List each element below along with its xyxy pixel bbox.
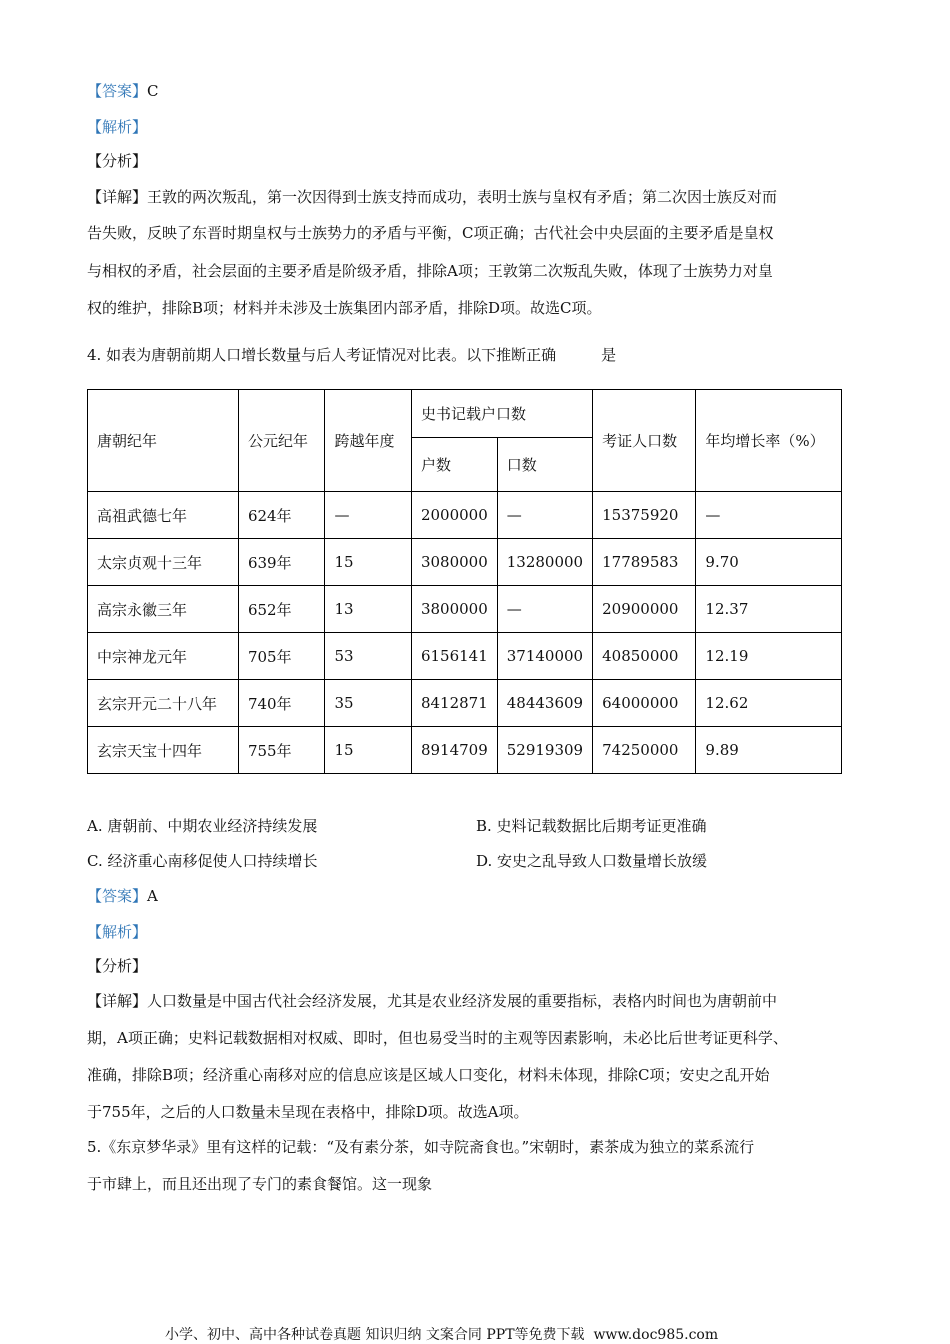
header-cell: 公元纪年: [238, 390, 324, 492]
table-cell: 74250000: [593, 727, 696, 774]
q5-line: 于市肆上，而且还出现了专门的素食餐馆。这一现象: [87, 1175, 433, 1193]
table-cell: 48443609: [497, 680, 592, 727]
table-cell: —: [497, 492, 592, 539]
table-cell: 12.37: [696, 586, 842, 633]
table-cell: 15375920: [593, 492, 696, 539]
q4-question: 4. 如表为唐朝前期人口增长数量与后人考证情况对比表。以下推断正确 是: [87, 346, 617, 364]
table-row: [88, 586, 842, 633]
table-cell: 64000000: [593, 680, 696, 727]
table-cell: —: [497, 586, 592, 633]
q4-answer: [87, 886, 158, 906]
q4-analysis-label: 【解析】: [87, 923, 148, 941]
table-row: [88, 633, 842, 680]
table-cell: 755年: [238, 727, 324, 774]
q4-fenxi-label: 【分析】: [87, 957, 148, 975]
footer: [165, 1324, 718, 1344]
table-cell: 9.89: [696, 727, 842, 774]
answer-value: A: [147, 887, 158, 905]
answer-label: 【答案】: [87, 887, 148, 905]
option-b: B. 史料记载数据比后期考证更准确: [476, 817, 707, 835]
table-cell: 高祖武德七年: [88, 492, 239, 539]
q3-detail-line: [87, 187, 777, 207]
table-cell: 37140000: [497, 633, 592, 680]
detail-text: 王敦的两次叛乱，第一次因得到士族支持而成功，表明士族与皇权有矛盾；第二次因士族反对而: [147, 188, 778, 206]
q5-line: 5.《东京梦华录》里有这样的记载：“及有素分茶，如寺院斋食也。”宋朝时，素茶成为独立的菜系流行: [87, 1138, 755, 1156]
table-cell: —: [325, 492, 411, 539]
table-cell: 玄宗开元二十八年: [88, 680, 239, 727]
header-cell: 唐朝纪年: [88, 390, 239, 492]
header-cell: 史书记载户口数: [411, 390, 592, 438]
option-c: C. 经济重心南移促使人口持续增长: [87, 852, 318, 870]
table-cell: 3080000: [411, 539, 497, 586]
table-cell: —: [696, 492, 842, 539]
table-cell: 53: [325, 633, 411, 680]
table-cell: 639年: [238, 539, 324, 586]
table-cell: 20900000: [593, 586, 696, 633]
table-cell: 太宗贞观十三年: [88, 539, 239, 586]
footer-text: 小学、初中、高中各种试卷真题 知识归纳 文案合同 PPT等免费下载: [165, 1327, 585, 1343]
table-cell: 17789583: [593, 539, 696, 586]
table-cell: 玄宗天宝十四年: [88, 727, 239, 774]
q3-detail-line: 与相权的矛盾，社会层面的主要矛盾是阶级矛盾，排除A项；王敦第二次叛乱失败，体现了士族势力对皇: [87, 262, 773, 280]
table-cell: 13280000: [497, 539, 592, 586]
q4-detail-line: 准确，排除B项；经济重心南移对应的信息应该是区域人口变化，材料未体现，排除C项；安史之乱开始: [87, 1066, 770, 1084]
table-row: [88, 492, 842, 539]
detail-text: 人口数量是中国古代社会经济发展，尤其是农业经济发展的重要指标，表格内时间也为唐朝前中: [147, 992, 778, 1010]
table-cell: 9.70: [696, 539, 842, 586]
detail-label: 【详解】: [87, 992, 148, 1010]
q3-detail-line: 权的维护，排除B项；材料并未涉及士族集团内部矛盾，排除D项。故选C项。: [87, 299, 602, 317]
subheader-cell: 户数: [411, 438, 497, 492]
population-table: [87, 389, 842, 774]
table-cell: 740年: [238, 680, 324, 727]
option-d: D. 安史之乱导致人口数量增长放缓: [476, 852, 708, 870]
header-cell: 跨越年度: [325, 390, 411, 492]
table-row: [88, 539, 842, 586]
table-cell: 652年: [238, 586, 324, 633]
table-cell: 6156141: [411, 633, 497, 680]
table-cell: 624年: [238, 492, 324, 539]
table-cell: 15: [325, 727, 411, 774]
table-cell: 2000000: [411, 492, 497, 539]
table-cell: 52919309: [497, 727, 592, 774]
table-cell: 12.62: [696, 680, 842, 727]
table-cell: 12.19: [696, 633, 842, 680]
table-cell: 中宗神龙元年: [88, 633, 239, 680]
header-cell: 考证人口数: [593, 390, 696, 492]
answer-value: C: [147, 82, 159, 100]
table-cell: 8412871: [411, 680, 497, 727]
footer-link[interactable]: www.doc985.com: [593, 1327, 719, 1343]
q3-detail-line: 告失败，反映了东晋时期皇权与士族势力的矛盾与平衡，C项正确；古代社会中央层面的主要矛盾是皇权: [87, 224, 774, 242]
table-cell: 40850000: [593, 633, 696, 680]
q3-answer: [87, 81, 159, 101]
answer-label: 【答案】: [87, 82, 148, 100]
detail-label: 【详解】: [87, 188, 148, 206]
table-cell: 13: [325, 586, 411, 633]
q4-detail-line: 期，A项正确；史料记载数据相对权威、即时，但也易受当时的主观等因素影响，未必比后世考证更科学、: [87, 1029, 788, 1047]
subheader-cell: 口数: [497, 438, 592, 492]
table-row: [88, 727, 842, 774]
option-a: A. 唐朝前、中期农业经济持续发展: [87, 817, 318, 835]
table-cell: 705年: [238, 633, 324, 680]
q4-detail-line: [87, 991, 777, 1011]
q3-fenxi-label: 【分析】: [87, 152, 148, 170]
header-cell: 年均增长率（%）: [696, 390, 842, 492]
table-cell: 高宗永徽三年: [88, 586, 239, 633]
table-row: [88, 680, 842, 727]
table-cell: 35: [325, 680, 411, 727]
table-cell: 15: [325, 539, 411, 586]
table-cell: 3800000: [411, 586, 497, 633]
table-cell: 8914709: [411, 727, 497, 774]
q3-analysis-label: 【解析】: [87, 118, 148, 136]
q4-detail-line: 于755年，之后的人口数量未呈现在表格中，排除D项。故选A项。: [87, 1103, 529, 1121]
